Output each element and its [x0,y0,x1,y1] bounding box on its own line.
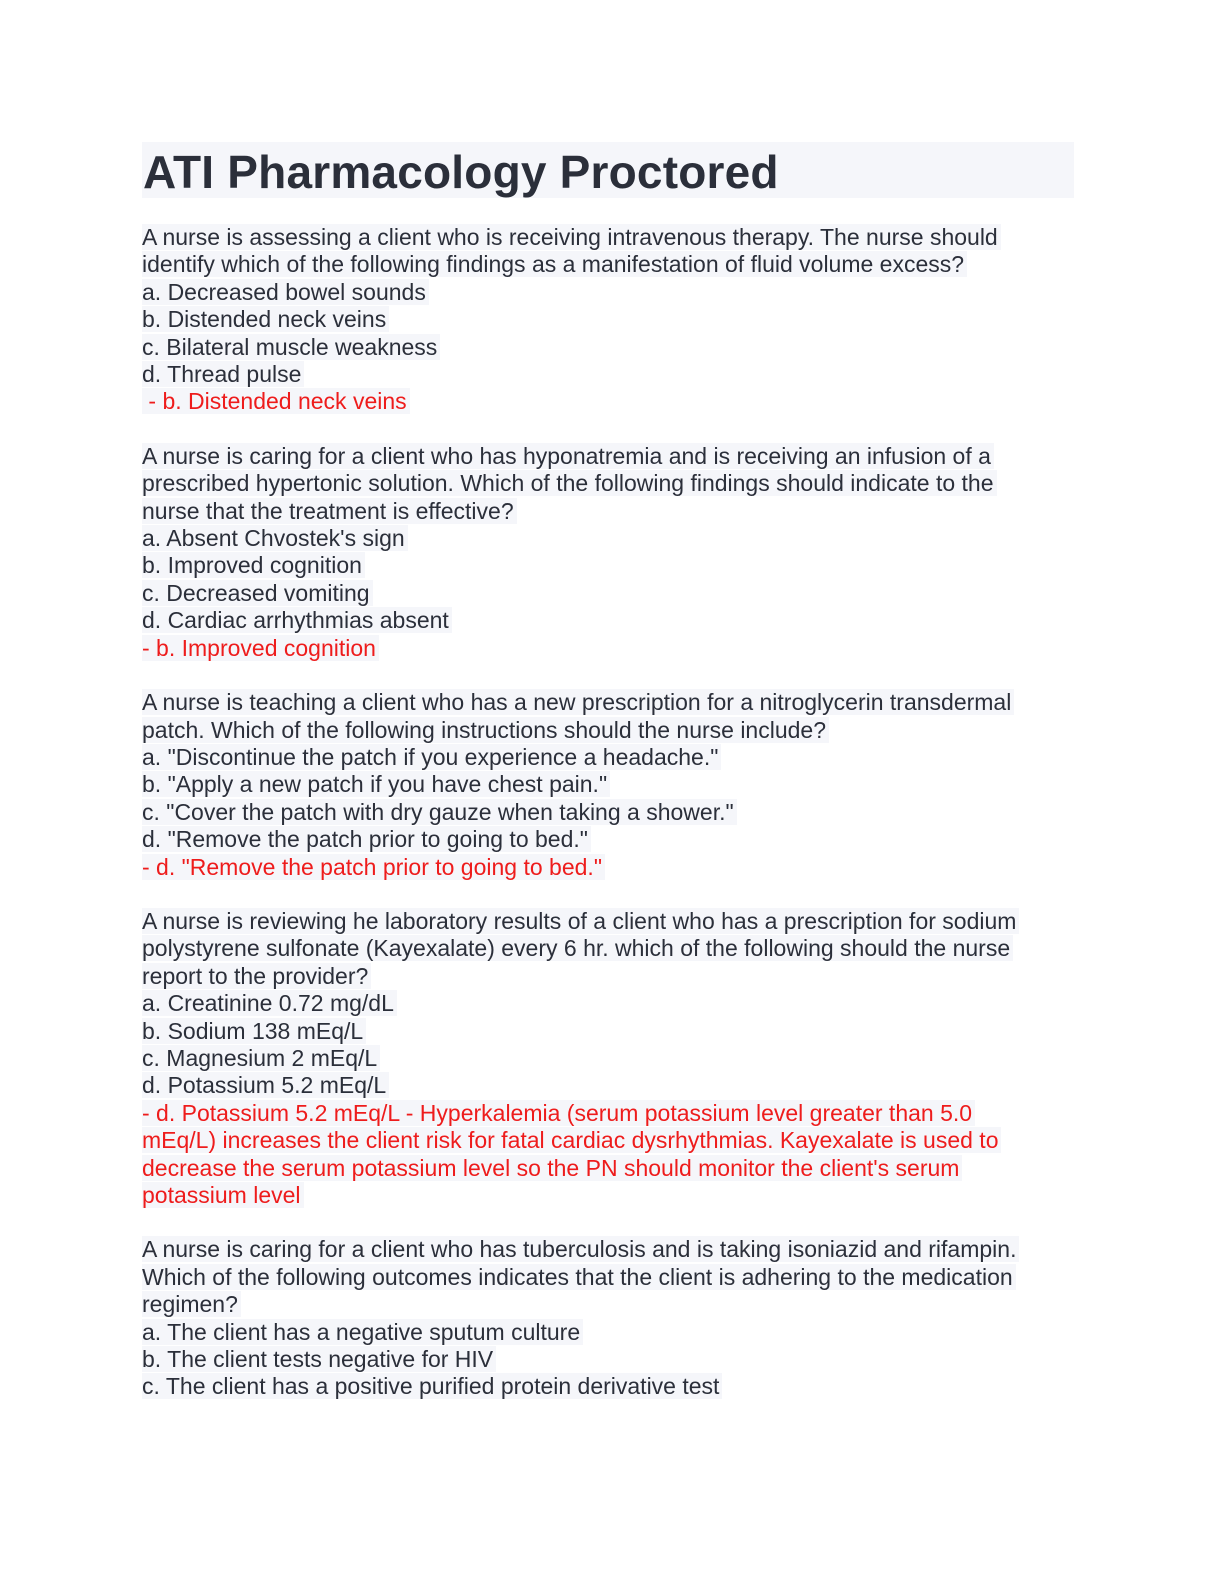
answer-option-text: a. Creatinine 0.72 mg/dL [142,990,397,1016]
correct-answer-line [142,635,1074,662]
correct-answer-text: - d. "Remove the patch prior to going to bed." [142,854,605,880]
question-stem-text: report to the provider? [142,963,371,989]
answer-option-text: a. Decreased bowel sounds [142,279,429,305]
correct-answer-text: - b. Distended neck veins [142,388,410,414]
question-stem-text: regimen? [142,1291,241,1317]
answer-option [142,552,1074,579]
answer-option-text: c. "Cover the patch with dry gauze when taking a shower." [142,799,737,825]
question-stem-text: identify which of the following findings as a manifestation of fluid volume excess? [142,251,967,277]
document-page [142,142,1074,1428]
answer-option-text: d. Potassium 5.2 mEq/L [142,1072,389,1098]
answer-option [142,334,1074,361]
answer-option-text: a. The client has a negative sputum culture [142,1319,583,1345]
question-stem-line [142,251,1074,278]
correct-answer-line [142,1182,1074,1209]
answer-option-text: c. Magnesium 2 mEq/L [142,1045,380,1071]
document-title: ATI Pharmacology Proctored [143,146,779,198]
correct-answer-text: potassium level [142,1182,304,1208]
correct-answer-line [142,854,1074,881]
answer-option-text: d. "Remove the patch prior to going to bed." [142,826,591,852]
answer-option [142,1319,1074,1346]
question-stem-line [142,1264,1074,1291]
answer-option [142,525,1074,552]
correct-answer-line [142,1155,1074,1182]
question-stem-line [142,498,1074,525]
answer-option-text: b. "Apply a new patch if you have chest pain." [142,771,610,797]
correct-answer-text: mEq/L) increases the client risk for fatal cardiac dysrhythmias. Kayexalate is used to [142,1127,1001,1153]
question-stem-line [142,470,1074,497]
answer-option [142,771,1074,798]
answer-option [142,1018,1074,1045]
question-block [142,1236,1074,1400]
answer-option [142,1072,1074,1099]
answer-option-text: b. Sodium 138 mEq/L [142,1018,366,1044]
answer-option-text: c. The client has a positive purified protein derivative test [142,1373,722,1399]
correct-answer-text: - b. Improved cognition [142,635,379,661]
answer-option-text: b. The client tests negative for HIV [142,1346,496,1372]
answer-option-text: b. Improved cognition [142,552,365,578]
answer-option [142,799,1074,826]
answer-option-text: d. Thread pulse [142,361,304,387]
question-block [142,908,1074,1209]
question-block [142,689,1074,881]
question-stem-text: A nurse is assessing a client who is receiving intravenous therapy. The nurse should [142,224,1001,250]
question-stem-text: Which of the following outcomes indicates that the client is adhering to the medication [142,1264,1016,1290]
question-stem-text: polystyrene sulfonate (Kayexalate) every 6 hr. which of the following should the nurse [142,935,1013,961]
answer-option-text: a. Absent Chvostek's sign [142,525,408,551]
question-stem-line [142,963,1074,990]
answer-option [142,1045,1074,1072]
correct-answer-text: - d. Potassium 5.2 mEq/L - Hyperkalemia (serum potassium level greater than 5.0 [142,1100,975,1126]
correct-answer-line [142,1127,1074,1154]
question-stem-line [142,1291,1074,1318]
answer-option [142,607,1074,634]
question-stem-line [142,717,1074,744]
answer-option [142,306,1074,333]
answer-option-text: c. Bilateral muscle weakness [142,334,440,360]
question-stem-text: A nurse is caring for a client who has tuberculosis and is taking isoniazid and rifampin. [142,1236,1019,1262]
answer-option-text: a. "Discontinue the patch if you experience a headache." [142,744,721,770]
answer-option [142,744,1074,771]
question-stem-line [142,443,1074,470]
correct-answer-line [142,1100,1074,1127]
answer-option [142,1373,1074,1400]
title-block [142,142,1074,198]
question-block [142,443,1074,662]
question-stem-text: patch. Which of the following instructions should the nurse include? [142,717,829,743]
answer-option [142,361,1074,388]
question-list [142,224,1074,1401]
answer-option [142,580,1074,607]
answer-option [142,279,1074,306]
question-stem-line [142,1236,1074,1263]
answer-option-text: b. Distended neck veins [142,306,389,332]
question-stem-text: A nurse is reviewing he laboratory results of a client who has a prescription for sodium [142,908,1019,934]
answer-option [142,1346,1074,1373]
answer-option-text: c. Decreased vomiting [142,580,373,606]
question-stem-line [142,689,1074,716]
answer-option-text: d. Cardiac arrhythmias absent [142,607,452,633]
answer-option [142,826,1074,853]
question-stem-line [142,224,1074,251]
question-stem-line [142,908,1074,935]
correct-answer-text: decrease the serum potassium level so the PN should monitor the client's serum [142,1155,962,1181]
question-stem-text: A nurse is teaching a client who has a new prescription for a nitroglycerin transdermal [142,689,1014,715]
question-stem-text: nurse that the treatment is effective? [142,498,517,524]
question-stem-text: A nurse is caring for a client who has hyponatremia and is receiving an infusion of a [142,443,994,469]
question-stem-text: prescribed hypertonic solution. Which of the following findings should indicate to the [142,470,997,496]
question-stem-line [142,935,1074,962]
question-block [142,224,1074,416]
answer-option [142,990,1074,1017]
correct-answer-line [142,388,1074,415]
